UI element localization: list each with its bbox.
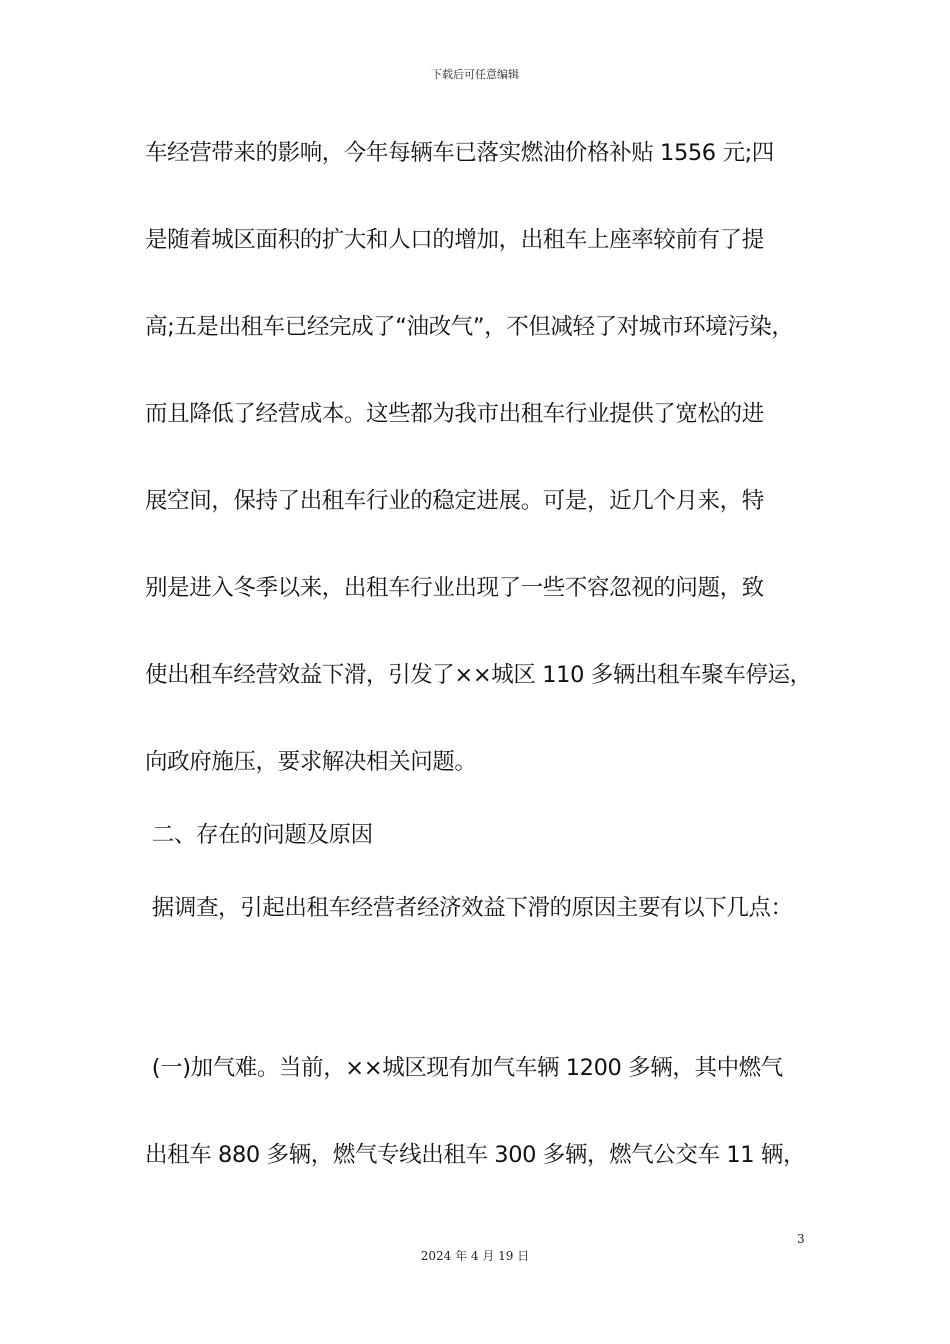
- page-footer-date: 2024 年 4 月 19 日: [420, 1249, 530, 1263]
- section-heading: 二、存在的问题及原因: [145, 822, 373, 848]
- body-line-8: 向政府施压，要求解决相关问题。: [145, 749, 477, 775]
- page-number: 3: [797, 1232, 805, 1246]
- body-line-item-1: (一)加气难。当前，××城区现有加气车辆 1200 多辆，其中燃气: [145, 1055, 783, 1081]
- body-line-7: 使出租车经营效益下滑，引发了××城区 110 多辆出租车聚车停运，: [145, 662, 812, 688]
- body-line-2: 是随着城区面积的扩大和人口的增加，出租车上座率较前有了提: [145, 227, 764, 253]
- body-line-6: 别是进入冬季以来，出租车行业出现了一些不容忽视的问题，致: [145, 575, 764, 601]
- body-line-5: 展空间，保持了出租车行业的稳定进展。可是，近几个月来，特: [145, 488, 764, 514]
- body-line-3: 高;五是出租车已经完成了“油改气”，不但减轻了对城市环境污染，: [145, 314, 794, 340]
- body-line-1: 车经营带来的影响，今年每辆车已落实燃油价格补贴 1556 元;四: [145, 140, 774, 166]
- page-header: 下载后可任意编辑: [431, 68, 519, 81]
- body-line-4: 而且降低了经营成本。这些都为我市出租车行业提供了宽松的进: [145, 401, 764, 427]
- body-line-item-1-cont: 出租车 880 多辆，燃气专线出租车 300 多辆，燃气公交车 11 辆，: [145, 1142, 806, 1168]
- body-line-intro: 据调查，引起出租车经营者经济效益下滑的原因主要有以下几点：: [145, 895, 793, 921]
